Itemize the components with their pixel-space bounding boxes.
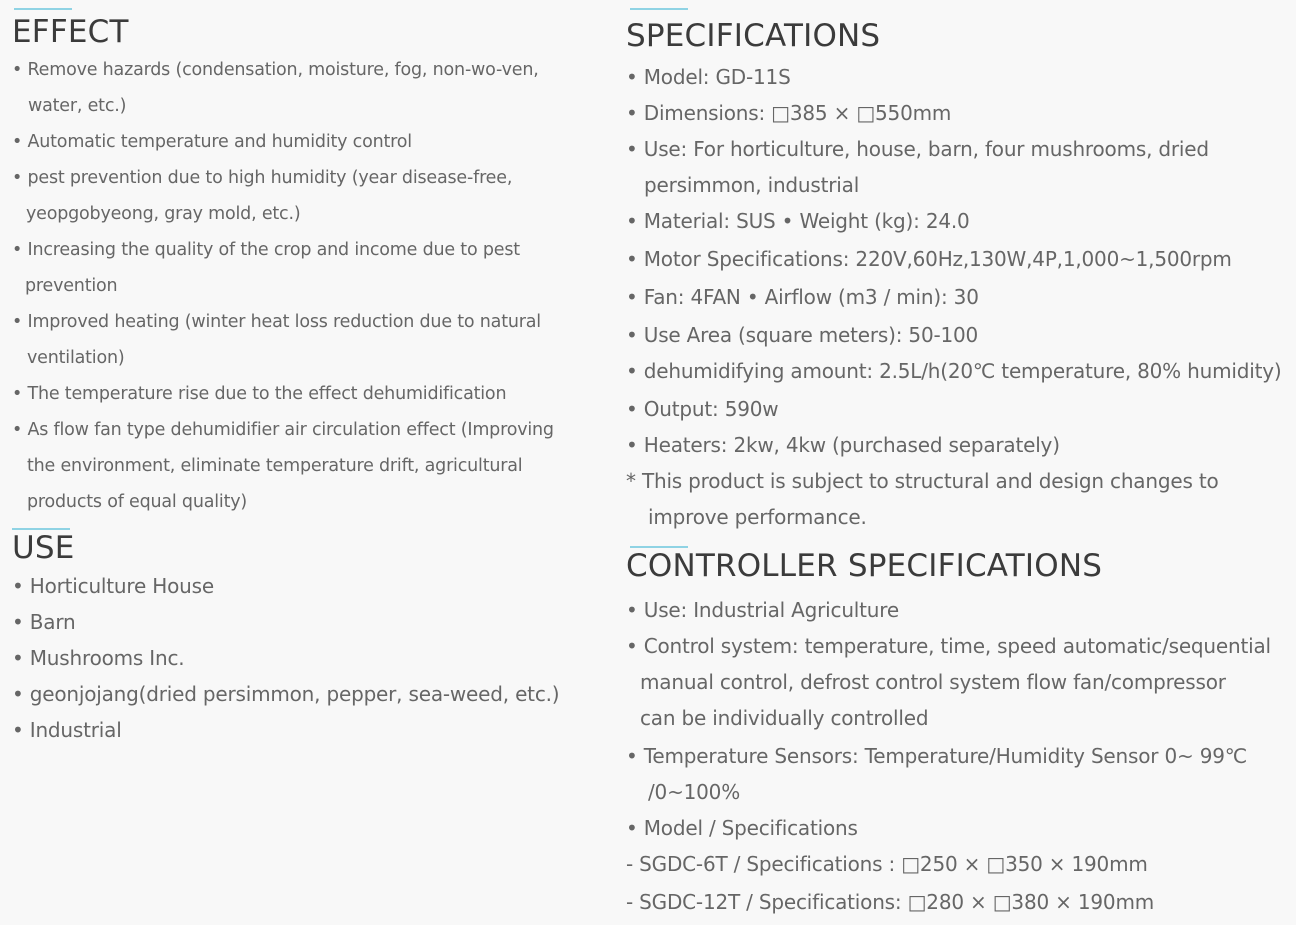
spec-line: • Dimensions: □385 × □550mm: [626, 101, 952, 125]
controller-heading: CONTROLLER SPECIFICATIONS: [626, 548, 1103, 584]
spec-line: persimmon, industrial: [644, 173, 860, 197]
spec-line: • Model: GD-11S: [626, 65, 791, 89]
controller-model-line: - SGDC-6T / Specifications : □250 × □350 × 190mm: [626, 852, 1148, 876]
spec-note: * This product is subject to structural and design changes to: [626, 469, 1219, 493]
effect-accent-rule: [14, 8, 72, 10]
use-item: • Industrial: [12, 718, 122, 742]
effect-line: • Improved heating (winter heat loss reduction due to natural: [12, 312, 541, 332]
spec-line: • Material: SUS • Weight (kg): 24.0: [626, 209, 970, 233]
spec-line: • Output: 590w: [626, 397, 779, 421]
spec-line: • Use Area (square meters): 50-100: [626, 323, 979, 347]
spec-line: • Heaters: 2kw, 4kw (purchased separately): [626, 433, 1060, 457]
spec-line: • Fan: 4FAN • Airflow (m3 / min): 30: [626, 285, 979, 309]
specifications-heading: SPECIFICATIONS: [626, 18, 881, 54]
use-heading: USE: [12, 530, 75, 566]
specifications-accent-rule: [630, 8, 688, 10]
controller-line: /0~100%: [648, 780, 740, 804]
controller-line: • Temperature Sensors: Temperature/Humidity Sensor 0~ 99℃: [626, 744, 1248, 768]
effect-line: ventilation): [27, 348, 125, 368]
effect-line: • Remove hazards (condensation, moisture, fog, non-wo-ven,: [12, 60, 539, 80]
spec-note: improve performance.: [648, 505, 867, 529]
use-item: • geonjojang(dried persimmon, pepper, sea-weed, etc.): [12, 682, 560, 706]
spec-line: • Use: For horticulture, house, barn, four mushrooms, dried: [626, 137, 1209, 161]
controller-line: • Model / Specifications: [626, 816, 858, 840]
effect-line: prevention: [25, 276, 118, 296]
controller-line: • Control system: temperature, time, speed automatic/sequential: [626, 634, 1271, 658]
use-item: • Barn: [12, 610, 76, 634]
controller-model-line: - SGDC-12T / Specifications: □280 × □380 × 190mm: [626, 890, 1155, 914]
effect-line: water, etc.): [28, 96, 127, 116]
effect-line: products of equal quality): [27, 492, 248, 512]
controller-line: manual control, defrost control system flow fan/compressor: [640, 670, 1226, 694]
use-item: • Mushrooms Inc.: [12, 646, 185, 670]
effect-line: • The temperature rise due to the effect dehumidification: [12, 384, 507, 404]
spec-line: • dehumidifying amount: 2.5L/h(20℃ temperature, 80% humidity): [626, 359, 1282, 383]
spec-line: • Motor Specifications: 220V,60Hz,130W,4P,1,000~1,500rpm: [626, 247, 1232, 271]
effect-line: • As flow fan type dehumidifier air circulation effect (Improving: [12, 420, 554, 440]
effect-line: the environment, eliminate temperature drift, agricultural: [27, 456, 523, 476]
use-item: • Horticulture House: [12, 574, 214, 598]
effect-line: • Increasing the quality of the crop and income due to pest: [12, 240, 520, 260]
effect-line: yeopgobyeong, gray mold, etc.): [26, 204, 301, 224]
effect-line: • Automatic temperature and humidity control: [12, 132, 412, 152]
effect-line: • pest prevention due to high humidity (year disease-free,: [12, 168, 513, 188]
effect-heading: EFFECT: [12, 14, 129, 50]
controller-line: • Use: Industrial Agriculture: [626, 598, 899, 622]
controller-line: can be individually controlled: [640, 706, 929, 730]
